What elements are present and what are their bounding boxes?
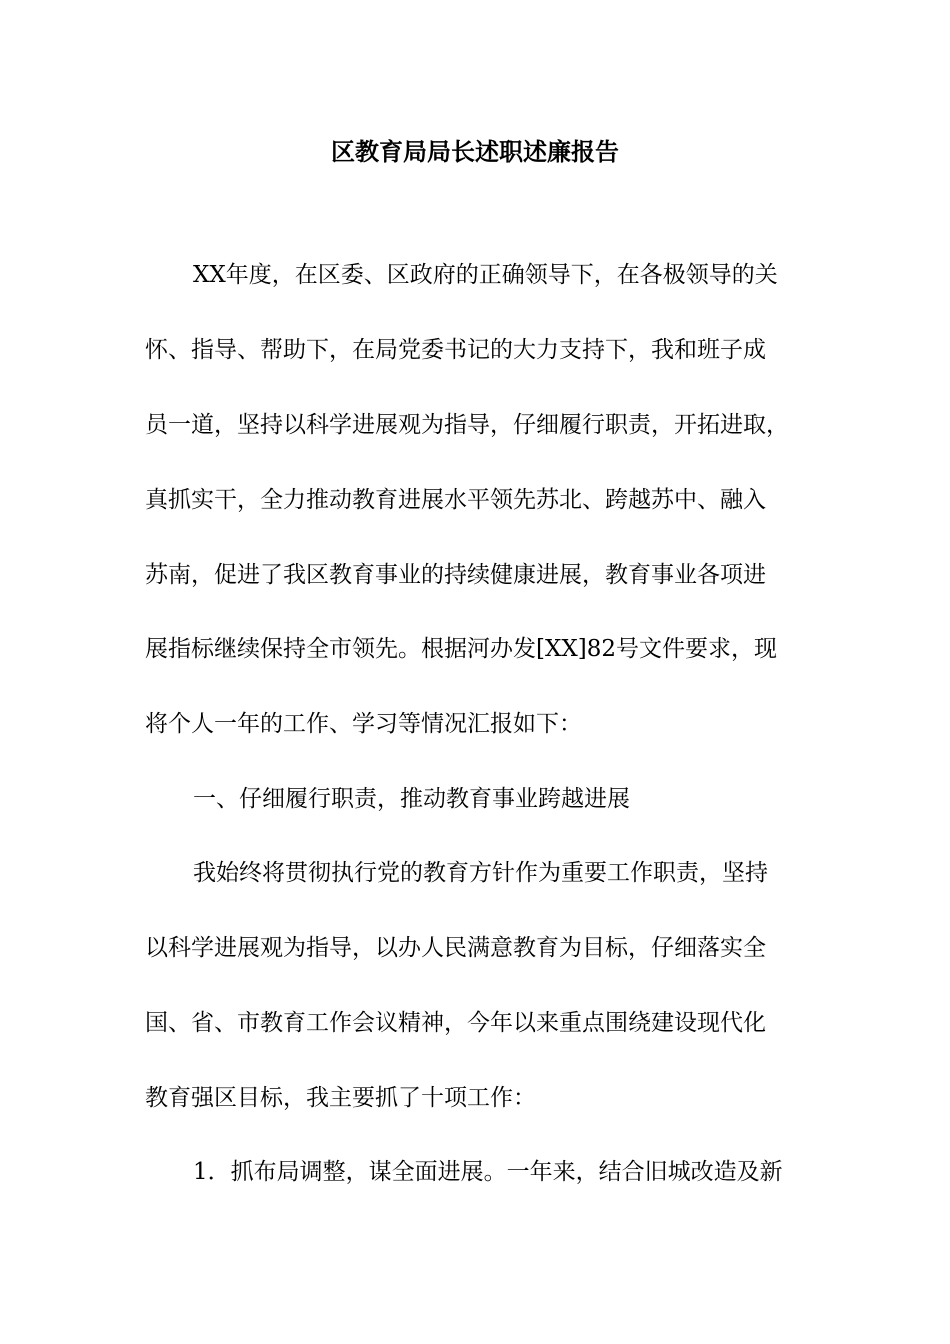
document-title: 区教育局局长述职述廉报告 (331, 137, 619, 166)
section-heading: 一、仔细履行职责，推动教育事业跨越进展 (193, 786, 630, 812)
paragraph-line: 将个人一年的工作、学习等情况汇报如下： (145, 711, 582, 737)
paragraph-line: 员一道，坚持以科学进展观为指导，仔细履行职责，开拓进取， (145, 412, 789, 438)
paragraph-line: XX年度，在区委、区政府的正确领导下，在各极领导的关 (193, 262, 778, 288)
paragraph-line: 真抓实干，全力推动教育进展水平领先苏北、跨越苏中、融入 (145, 487, 766, 513)
paragraph-line: 怀、指导、帮助下，在局党委书记的大力支持下，我和班子成 (145, 337, 766, 363)
paragraph-line: 以科学进展观为指导，以办人民满意教育为目标，仔细落实全 (145, 935, 766, 961)
list-item-1: 1．抓布局调整，谋全面进展。一年来，结合旧城改造及新 (193, 1159, 783, 1185)
paragraph-line: 国、省、市教育工作会议精神，今年以来重点围绕建设现代化 (145, 1010, 766, 1036)
paragraph-line: 苏南，促进了我区教育事业的持续健康进展，教育事业各项进 (145, 562, 766, 588)
paragraph-line: 教育强区目标，我主要抓了十项工作： (145, 1085, 536, 1111)
paragraph-line: 我始终将贯彻执行党的教育方针作为重要工作职责，坚持 (193, 860, 768, 886)
paragraph-line: 展指标继续保持全市领先。根据河办发[XX]82号文件要求，现 (145, 636, 777, 662)
